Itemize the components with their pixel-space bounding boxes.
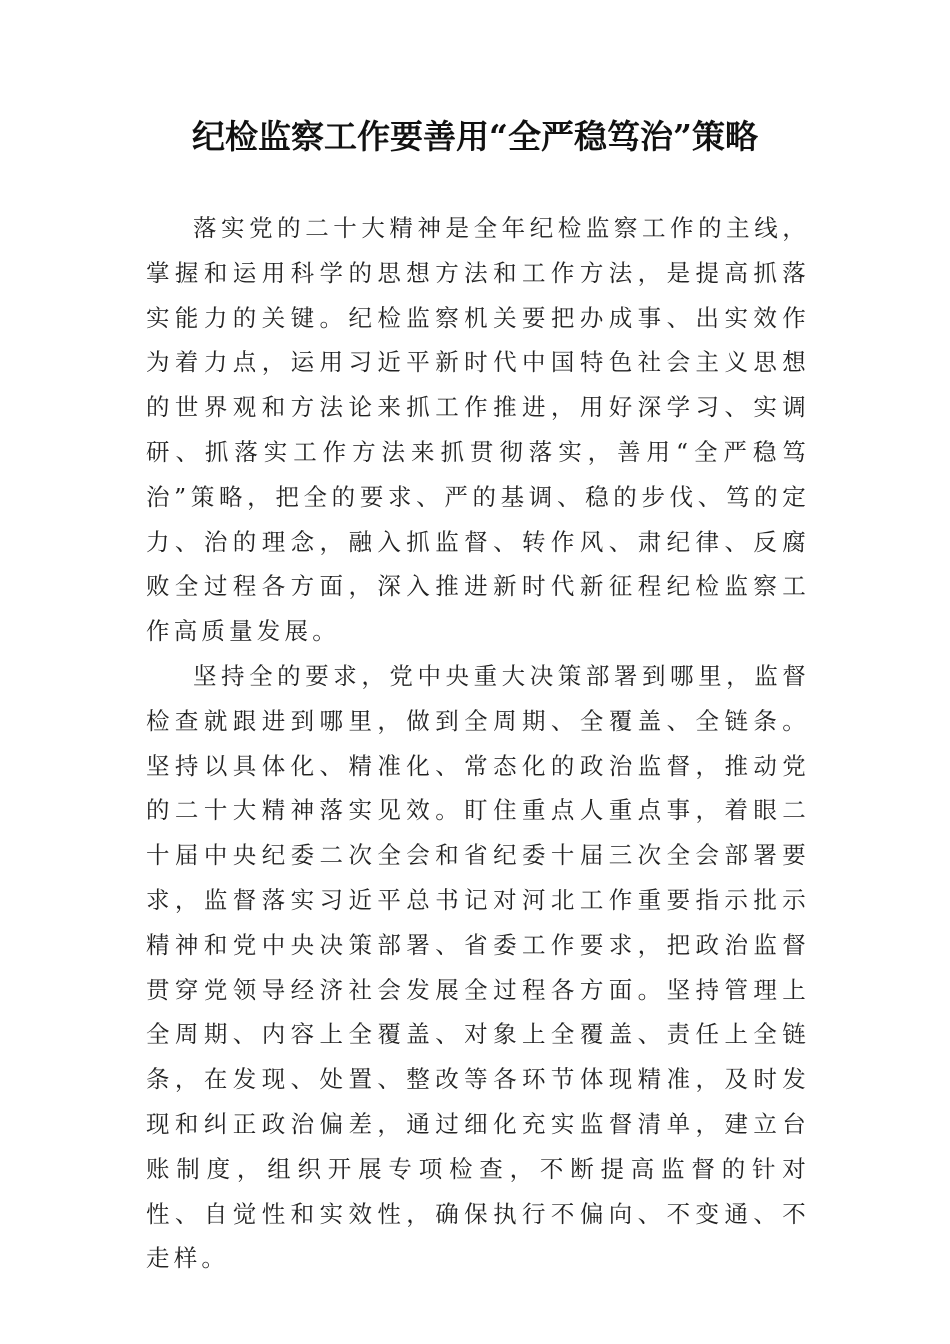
document-body xyxy=(146,206,810,1281)
document-title: 纪检监察工作要善用“全严稳笃治”策略 xyxy=(192,117,758,156)
paragraph: 坚持全的要求，党中央重大决策部署到哪里，监督检查就跟进到哪里，做到全周期、全覆盖、全链条。坚持以具体化、精准化、常态化的政治监督，推动党的二十大精神落实见效。盯住重点人重点事，着眼二十届中央纪委二次全会和省纪委十届三次全会部署要求，监督落实习近平总书记对河北工作重要指示批示精神和党中央决策部署、省委工作要求，把政治监督贯穿党领导经济社会发展全过程各方面。坚持管理上全周期、内容上全覆盖、对象上全覆盖、责任上全链条，在发现、处置、整改等各环节体现精准，及时发现和纠正政治偏差，通过细化充实监督清单，建立台账制度，组织开展专项检查，不断提高监督的针对性、自觉性和实效性，确保执行不偏向、不变通、不走样。 xyxy=(146,661,810,1273)
paragraph: 落实党的二十大精神是全年纪检监察工作的主线，掌握和运用科学的思想方法和工作方法，是提高抓落实能力的关键。纪检监察机关要把办成事、出实效作为着力点，运用习近平新时代中国特色社会主义思想的世界观和方法论来抓工作推进，用好深学习、实调研、抓落实工作方法来抓贯彻落实，善用“全严稳笃治”策略，把全的要求、严的基调、稳的步伐、笃的定力、治的理念，融入抓监督、转作风、肃纪律、反腐败全过程各方面，深入推进新时代新征程纪检监察工作高质量发展。 xyxy=(146,214,810,646)
